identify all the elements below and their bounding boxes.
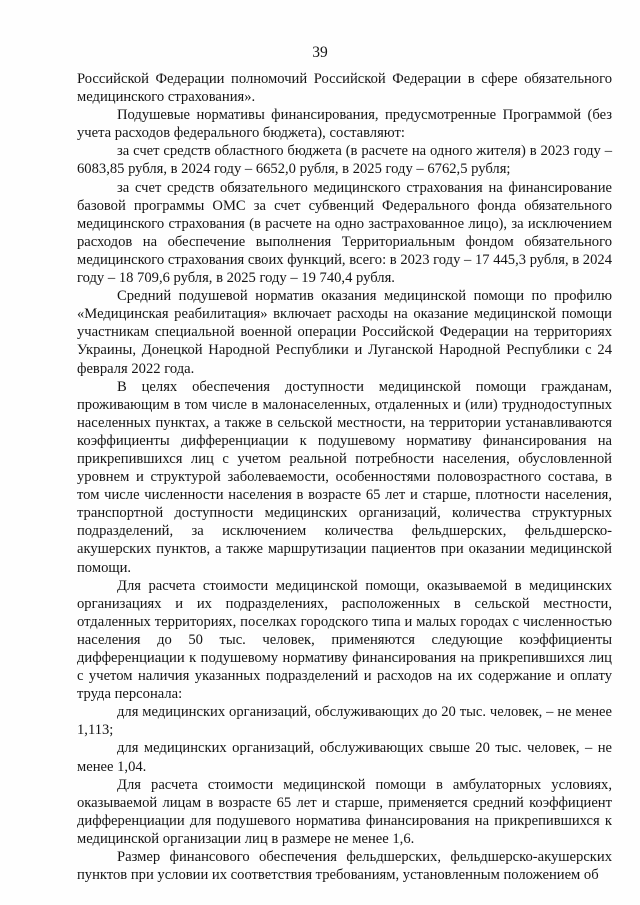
paragraph-continuation: Российской Федерации полномочий Российской Федерации в сфере обязательного медицинского страхования». [77,71,612,106]
paragraph-accessibility: В целях обеспечения доступности медицинской помощи гражданам, проживающим в том числе в малонаселенных, отдаленных и (или) труднодоступных населенных пунктах, а также в сельской местности, на территории устанавливаются коэффициенты дифференциации к подушевому нормативу финансирования на прикрепившихся лиц с учетом реальной потребности населения, обусловленной уровнем и структурой заболеваемости, особенностями половозрастного состава, в том числе численности населения в возрасте 65 лет и старше, плотности населения, транспортной доступности медицинских организаций, количества структурных подразделений, за исключением количества фельдшерских, фельдшерско-акушерских пунктов, а также маршрутизации пациентов при оказании медицинской помощи. [77,378,612,576]
paragraph-oms-funds: за счет средств обязательного медицинского страхования на финансирование базовой программы ОМС за счет субвенций Федерального фонда обязательного медицинского страхования (в расчете на одно застрахованное лицо), за исключением расходов на обеспечение выполнения Территориальным фондом обязательного медицинского страхования своих функций, всего: в 2023 году – 17 445,3 рубля, в 2024 году – 18 709,6 рубля, в 2025 году – 19 740,4 рубля. [77,179,612,287]
document-body [77,70,612,884]
page-number: 39 [312,44,328,61]
paragraph-age-65-coefficient: Для расчета стоимости медицинской помощи в амбулаторных условиях, оказываемой лицам в возрасте 65 лет и старше, применяется средний коэффициент дифференциации для подушевого норматива финансирования на прикрепившихся к медицинской организации лиц в размере не менее 1,6. [77,776,612,847]
paragraph-over-20k: для медицинских организаций, обслуживающих свыше 20 тыс. человек, – не менее 1,04. [77,740,612,775]
paragraph-feldsher-points: Размер финансового обеспечения фельдшерских, фельдшерско-акушерских пунктов при условии их соответствия требованиям, установленным положением об [77,849,612,884]
paragraph-up-to-20k: для медицинских организаций, обслуживающих до 20 тыс. человек, – не менее 1,113; [77,704,612,739]
paragraph-regional-budget: за счет средств областного бюджета (в расчете на одного жителя) в 2023 году – 6083,85 рубля, в 2024 году – 6652,0 рубля, в 2025 году – 6762,5 рубля; [77,143,612,178]
paragraph-rural-coefficients: Для расчета стоимости медицинской помощи, оказываемой в медицинских организациях и их подразделениях, расположенных в сельской местности, отдаленных территориях, поселках городского типа и малых городах с численностью населения до 50 тыс. человек, применяются следующие коэффициенты дифференциации к подушевому нормативу финансирования на прикрепившихся лиц с учетом наличия указанных подразделений и расходов на их содержание и оплату труда персонала: [77,577,612,703]
paragraph-normatives-intro: Подушевые нормативы финансирования, предусмотренные Программой (без учета расходов федерального бюджета), составляют: [77,107,612,142]
paragraph-rehabilitation: Средний подушевой норматив оказания медицинской помощи по профилю «Медицинская реабилитация» включает расходы на оказание медицинской помощи участникам специальной военной операции Российской Федерации на территориях Украины, Донецкой Народной Республики и Луганской Народной Республики с 24 февраля 2022 года. [77,288,612,377]
